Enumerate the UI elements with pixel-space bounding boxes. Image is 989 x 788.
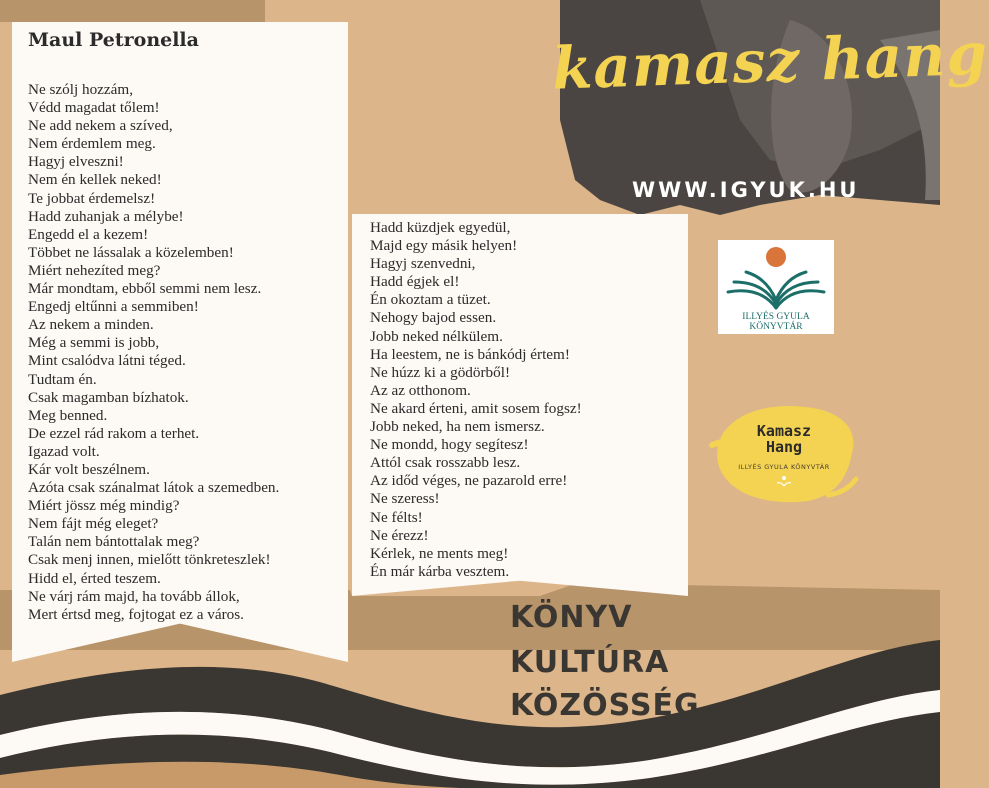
poem-line: Nem én kellek neked! (28, 171, 162, 189)
tagline-culture: KULTÚRA (510, 645, 670, 680)
poem-line: Hadd zuhanjak a mélybe! (28, 207, 184, 225)
poem-line: Engedj eltűnni a semmiben! (28, 298, 199, 316)
poem-line: Miért nehezíted meg? (28, 261, 161, 279)
tagline-community: KÖZÖSSÉG (510, 688, 700, 723)
brand-title: kamasz hang (550, 19, 989, 103)
poem-line: Meg benned. (28, 406, 108, 424)
poem-author: Maul Petronella (28, 29, 199, 51)
poem-line: De ezzel rád rakom a terhet. (28, 424, 200, 442)
poem-line: Többet ne lássalak a közelemben! (28, 243, 234, 261)
badge-title-line2: Hang (765, 438, 803, 456)
poem-line: Nehogy bajod essen. (370, 309, 497, 327)
poem-line: Nem fájt még eleget? (28, 515, 159, 533)
poem-line: Ne érezz! (370, 526, 429, 544)
poem-line: Talán nem bántottalak meg? (28, 533, 200, 551)
poem-line: Ne szólj hozzám, (28, 81, 134, 98)
poem-line: Ne félts! (370, 508, 423, 526)
poem-line: Miért jössz még mindig? (28, 497, 180, 515)
poem-line: Csak menj innen, mielőtt tönkreteszlek! (28, 551, 271, 569)
poem-line: Még a semmi is jobb, (28, 334, 160, 352)
poem-column-left (28, 81, 279, 624)
poem-line: Attól csak rosszabb lesz. (370, 454, 521, 472)
poem-line: Hagyj elveszni! (28, 153, 124, 171)
poem-line: Jobb neked nélkülem. (370, 327, 503, 345)
poem-line: Te jobbat érdemelsz! (28, 189, 156, 207)
open-book-icon (776, 475, 792, 487)
poem-line: Engedd el a kezem! (28, 225, 149, 243)
poem-line: Hidd el, érted teszem. (28, 569, 161, 587)
poem-line: Ne add nekem a szíved, (28, 117, 173, 135)
badge-subtitle: ILLYÉS GYULA KÖNYVTÁR (738, 463, 830, 471)
poem-line: Nem érdemlem meg. (28, 135, 156, 153)
library-logo (718, 240, 834, 334)
poem-line: Ne szeress! (370, 490, 440, 508)
poem-line: Az nekem a minden. (28, 316, 154, 334)
poem-line: Én okoztam a tüzet. (370, 291, 491, 309)
poem-line: Mert értsd meg, fojtogat ez a város. (28, 605, 244, 623)
poem-line: Az az otthonom. (370, 381, 471, 399)
poem-line: Tudtam én. (28, 370, 97, 388)
poem-line: Védd magadat tőlem! (28, 99, 160, 117)
poem-line: Hadd égjek el! (370, 273, 460, 291)
open-book-sunrise-icon (724, 254, 828, 310)
poem-line: Kérlek, ne ments meg! (370, 544, 509, 562)
poem-line: Ne mondd, hogy segítesz! (370, 436, 529, 454)
tagline-book: KÖNYV (510, 600, 633, 635)
poem-line: Már mondtam, ebből semmi nem lesz. (28, 280, 262, 298)
poem-line: Csak magamban bízhatok. (28, 388, 189, 406)
poem-line: Hadd küzdjek egyedül, (370, 219, 511, 236)
poem-line: Én már kárba vesztem. (370, 562, 510, 580)
poem-line: Ne várj rám majd, ha tovább állok, (28, 587, 240, 605)
poem-line: Ne húzz ki a gödörből! (370, 363, 511, 381)
library-logo-line2: KÖNYVTÁR (749, 322, 803, 332)
library-logo-line1: ILLYÉS GYULA (742, 312, 810, 322)
poem-line: Azóta csak szánalmat látok a szemedben. (28, 479, 280, 497)
kamasz-hang-badge (708, 395, 860, 507)
brand-url[interactable]: WWW.IGYUK.HU (632, 178, 860, 202)
poem-line: Kár volt beszélnem. (28, 460, 150, 478)
poem-line: Ha leestem, ne is bánkódj értem! (370, 345, 570, 363)
badge-title-line1: Kamasz (756, 422, 812, 440)
poem-line: Mint csalódva látni téged. (28, 352, 186, 370)
poem-line: Majd egy másik helyen! (370, 237, 518, 255)
poem-column-right (370, 219, 582, 581)
poem-line: Jobb neked, ha nem ismersz. (370, 418, 545, 436)
poem-line: Igazad volt. (28, 442, 100, 460)
poem-line: Hagyj szenvedni, (370, 255, 476, 273)
poem-line: Ne akard érteni, amit sosem fogsz! (370, 399, 582, 417)
poem-line: Az időd véges, ne pazarold erre! (370, 472, 568, 490)
